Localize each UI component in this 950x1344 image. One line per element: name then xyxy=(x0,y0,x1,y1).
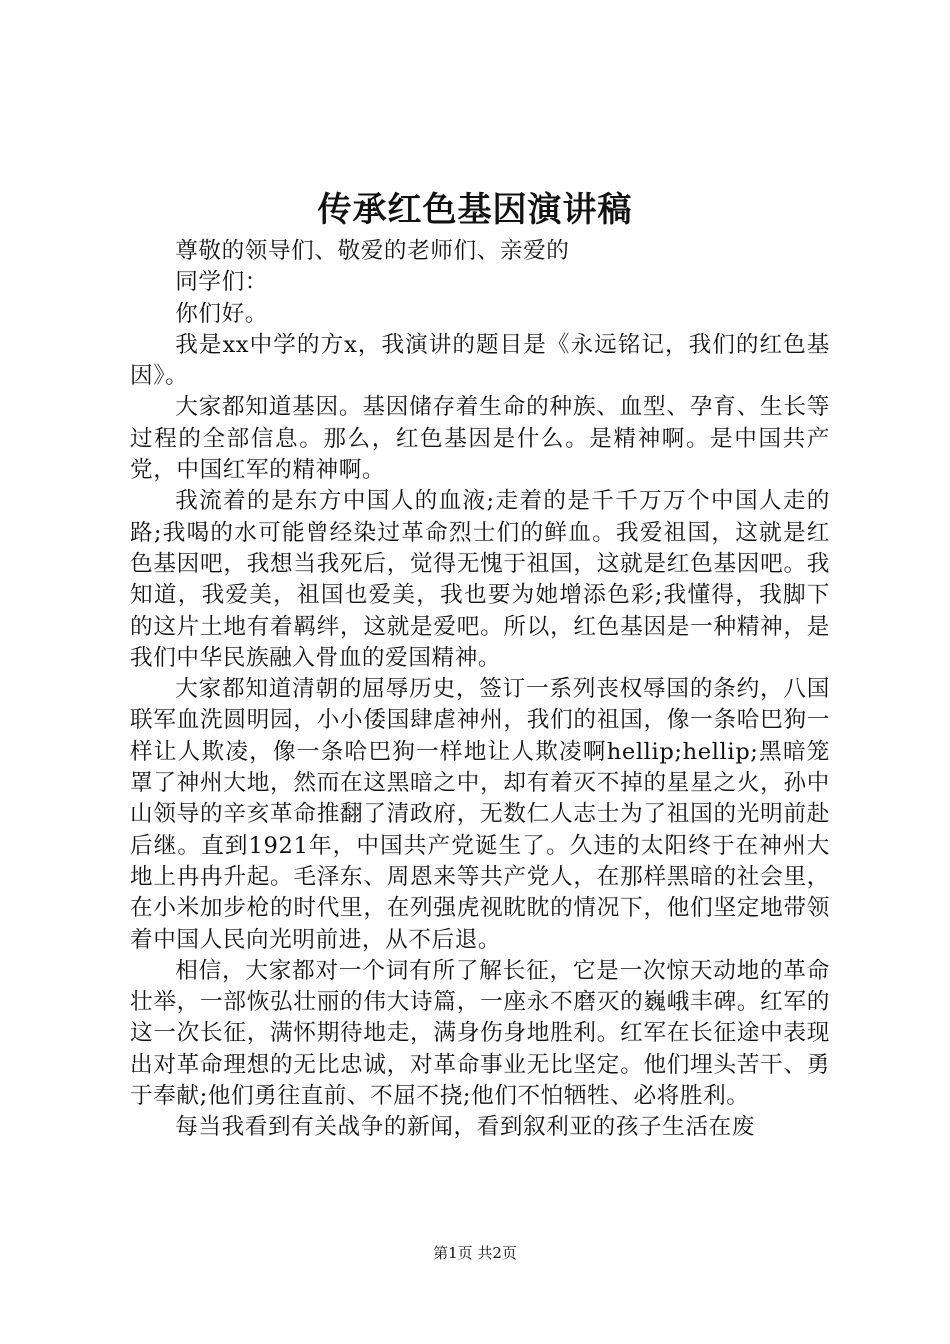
paragraph: 大家都知道清朝的屈辱历史，签订一系列丧权辱国的条约，八国联军血洗圆明园，小小倭国肆虐神州，我们的祖国，像一条哈巴狗一样让人欺凌，像一条哈巴狗一样地让人欺凌啊hellip;hellip;黑暗笼罩了神州大地，然而在这黑暗之中，却有着灭不掉的星星之火，孙中山领导的辛亥革命推翻了清政府，无数仁人志士为了祖国的光明前赴后继。直到1921年，中国共产党诞生了。久违的太阳终于在神州大地上冉冉升起。毛泽东、周恩来等共产党人，在那样黑暗的社会里，在小米加步枪的时代里，在列强虎视眈眈的情况下，他们坚定地带领着中国人民向光明前进，从不后退。 xyxy=(130,676,830,953)
paragraph-greeting: 你们好。 xyxy=(175,300,268,327)
paragraph: 大家都知道基因。基因储存着生命的种族、血型、孕育、生长等过程的全部信息。那么，红色基因是什么。是精神啊。是中国共产党，中国红军的精神啊。 xyxy=(130,394,830,484)
paragraph: 我是xx中学的方x，我演讲的题目是《永远铭记，我们的红色基因》。 xyxy=(130,331,830,390)
paragraph: 相信，大家都对一个词有所了解长征，它是一次惊天动地的革命壮举，一部恢弘壮丽的伟大诗篇，一座永不磨灭的巍峨丰碑。红军的这一次长征，满怀期待地走，满身伤身地胜利。红军在长征途中表现出对革命理想的无比忠诚，对革命事业无比坚定。他们埋头苦干、勇于奉献;他们勇往直前、不屈不挠;他们不怕牺牲、必将胜利。 xyxy=(130,957,830,1110)
paragraph: 每当我看到有关战争的新闻，看到叙利亚的孩子生活在废 xyxy=(175,1114,756,1141)
paragraph-salutation: 尊敬的领导们、敬爱的老师们、亲爱的 xyxy=(175,238,570,264)
document-body xyxy=(130,236,830,1144)
document-title: 传承红色基因演讲稿 xyxy=(317,190,633,230)
page-number-footer: 第1页 共2页 xyxy=(433,1244,517,1262)
paragraph: 我流着的是东方中国人的血液;走着的是千千万万个中国人走的路;我喝的水可能曾经染过革命烈士们的鲜血。我爱祖国，这就是红色基因吧，我想当我死后，觉得无愧于祖国，这就是红色基因吧。我知道，我爱美，祖国也爱美，我也要为她增添色彩;我懂得，我脚下的这片土地有着羁绊，这就是爱吧。所以，红色基因是一种精神，是我们中华民族融入骨血的爱国精神。 xyxy=(130,488,830,671)
paragraph-salutation-cont: 同学们： xyxy=(175,269,268,296)
